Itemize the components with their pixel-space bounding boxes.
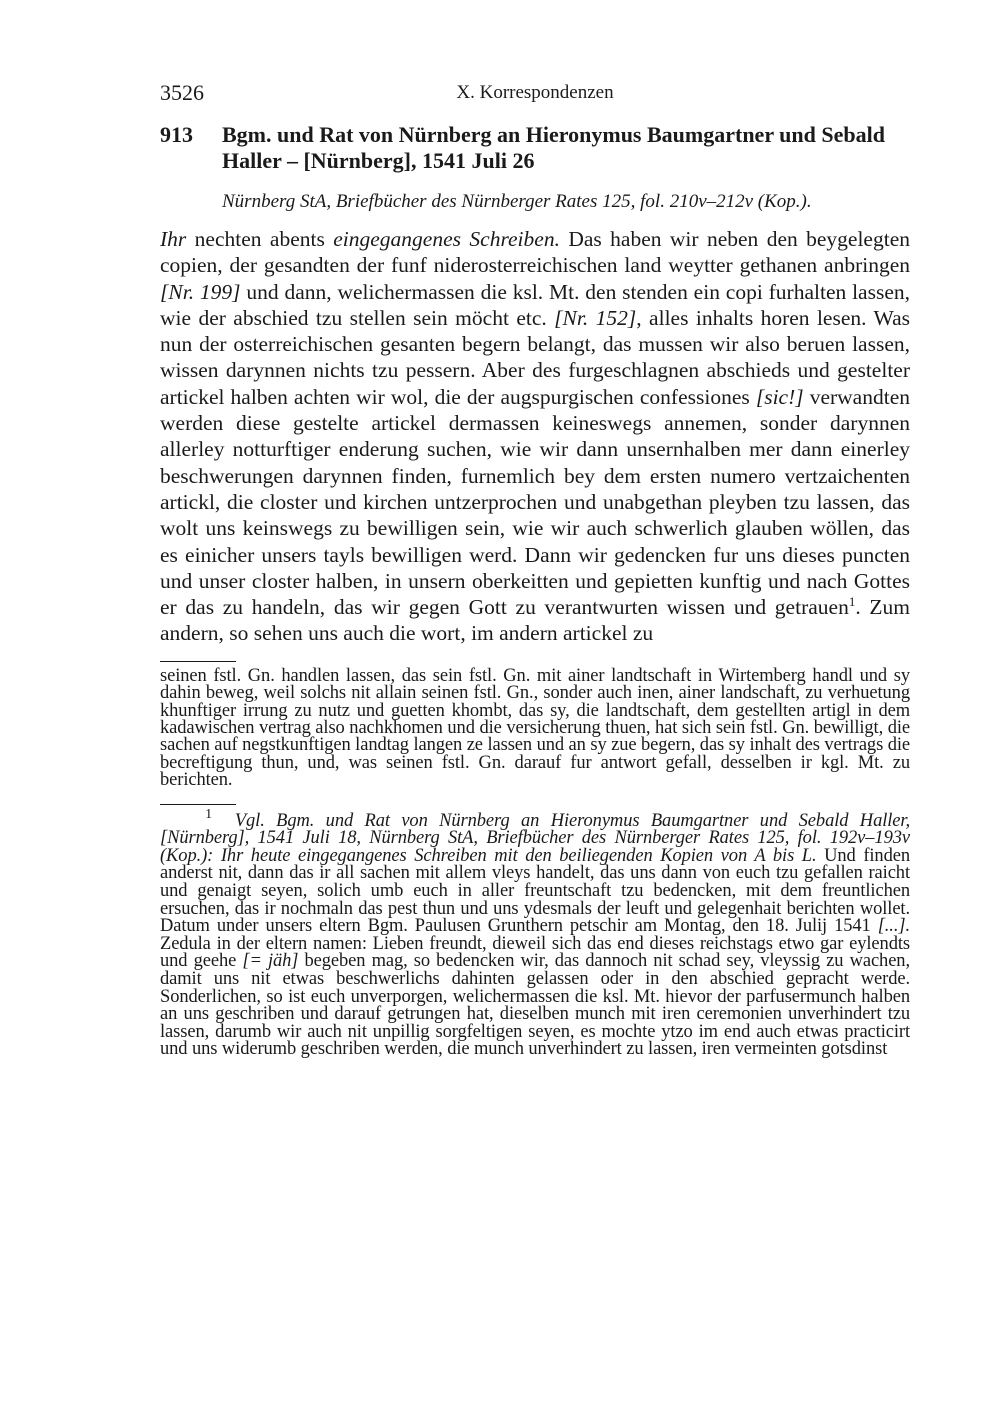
body-editorial-note: [sic!] xyxy=(755,384,804,409)
section-title: X. Korrespondenzen xyxy=(456,82,614,103)
body-text: und dann, welichermassen die ksl. Mt. den stenden ein copi furhalten lassen, wie der abschied tzu stellen sein möcht etc. xyxy=(160,279,910,330)
body-text: verwandten werden diese gestelte artickel dermassen keineswegs annemen, sonder darynnen allerley notturftiger enderung suchen, wie wir dann unsernhalben mer dann einerley beschwerungen darynnen finden, furnemlich bey dem ersten numero vertzaichenten artickl, die closter und kirchen untzerprochen und unabgethan pleyben tzu lassen, das wolt uns keinswegs zu bewilligen sein, wie wir auch schwerlich glauben wöllen, das es einicher unsers tayls bewilligen werd. Dann wir gedencken fur uns dieses puncten und unser closter halben, in unsern oberkeitten und gepietten kunftig und nach Gottes er das zu handeln, das wir gegen Gott zu verantwurten wissen und getrauen xyxy=(160,384,910,620)
continued-footnote: seinen fstl. Gn. handlen lassen, das sein fstl. Gn. mit ainer landtschaft in Wirtemberg handl und sy dahin beweg, weil solchs nit allain seinen fstl. Gn., sonder auch inen, ainer landschaft, zu verhuetung khunftiger irrung zu nutz und guetten khombt, das sy, die landtschaft, dem gestellten artigl in dem kadawischen vertrag also nachkhomen und die versicherung thuen, hat sich sein fstl. Gn. bewilligt, die sachen auf negstkunftigen landtag langen ze lassen und an sy zue begern, das sy inhalt des vertrags die becreftigung thun, und, was seinen fstl. Gn. darauf fur antwort gefall, desselben ir kgl. Mt. zu berichten. xyxy=(160,665,911,791)
footnote-marker[interactable]: 1 xyxy=(848,594,856,609)
footnote-italic: [= jäh] xyxy=(242,951,299,972)
footnote-italic: [...]. xyxy=(877,916,910,937)
document-title: Bgm. und Rat von Nürnberg an Hieronymus Baumgartner und Sebald Haller – [Nürnberg], 1541 Juli 26 xyxy=(222,122,885,173)
footnote-italic: Vgl. Bgm. und Rat von Nürnberg an Hieronymus Baumgartner und Sebald Haller, [Nürnberg], 1541 Juli 18, Nürnberg StA, Briefbücher des Nürnberger Rates 125, fol. 192v–193v (Kop.): Ihr heute eingegangenes Schreiben mit den beiliegenden Kopien von A bis L. xyxy=(160,810,910,866)
document-header xyxy=(160,122,910,174)
footnote-text: Und finden anderst nit, dann das ir all sachen mit allem vleys handelt, das uns dann von euch tzu gefallen raicht und genaigt seyen, solich umb euch in aller freuntschaft tzu bedencken, mit dem freuntlichen ersuchen, das ir nochmaln das pest thun und uns ydesmals der leuft und gelegenhait berichten wollet. Datum under unsers eltern Bgm. Paulusen Grunthern petschir am Montag, den 18. Julij 1541 xyxy=(160,845,910,937)
footnote-divider xyxy=(160,804,236,805)
body-text: . Zum andern, so sehen uns auch die wort, im andern artickel zu xyxy=(160,595,911,646)
page xyxy=(160,76,910,1059)
body-reference: [Nr. 152] xyxy=(554,305,637,330)
body-text: nechten abents xyxy=(186,227,334,251)
source-citation: Nürnberg StA, Briefbücher des Nürnberger Rates 125, fol. 210v–212v (Kop.). xyxy=(222,191,812,212)
body-italic: eingegangenes Schreiben. xyxy=(333,227,560,251)
running-head xyxy=(160,76,910,106)
body-text: Das haben wir neben den beygelegten copien, der gesandten der funf niderosterreichischen land weytter gethanen anbringen xyxy=(160,227,910,278)
body-reference: [Nr. 199] xyxy=(160,279,241,304)
footnote-1: 1 Vgl. Bgm. und Rat von Nürnberg an Hieronymus Baumgartner und Sebald Haller, [Nürnberg], 1541 Juli 18, Nürnberg StA, Briefbücher des Nürnberger Rates 125, fol. 192v–193v (Kop.): Ihr heute eingegangenes Schreiben mit den beiliegenden Kopien von A bis L. Und finden anderst nit, dann das ir all sachen mit allem vleys handelt, das uns dann von euch tzu gefallen raicht und genaigt seyen, solich umb euch in aller freuntschaft tzu bedencken, mit dem freuntlichen ersuchen, das ir nochmaln das pest thun und uns ydesmals der leuft und gelegenhait berichten wollet. Datum under unsers eltern Bgm. Paulusen Grunthern petschir am Montag, den 18. Julij 1541 [...]. Zedula in der eltern namen: Lieben freundt, dieweil sich das end dieses reichstags etwo gar eylendts und geehe [= jäh] begeben mag, so bedencken wir, das dannoch nit schad sey, vleyssig zu wachen, damit uns nit etwas beschwerlichs dahinten gelassen oder in den abschied gepracht werde. Sonderlichen, so ist euch unverporgen, welichermassen die ksl. Mt. hievor der parfusermunch halben an uns geschriben und darauf getrungen hat, dieselben munch mit iren ceremonien unverhindert tzu lassen, darumb wir auch nit unpillig sorgfeltigen seyen, es mochte ytzo im end auch etwas practicirt und uns widerumb geschriben werden, die munch unverhindert zu lassen, iren vermeinten gotsdinst xyxy=(160,807,910,1060)
letter-body xyxy=(160,226,910,647)
document-number: 913 xyxy=(160,122,193,147)
body-italic: Ihr xyxy=(160,227,187,251)
footnote-text: begeben mag, so bedencken wir, das dannoch nit schad sey, vleyssig zu wachen, damit uns nit etwas beschwerlichs dahinten gelassen oder in den abschied gepracht werde. Sonderlichen, so ist euch unverporgen, welichermassen die ksl. Mt. hievor der parfusermunch halben an uns geschriben und darauf getrungen hat, dieselben munch mit iren ceremonien unverhindert tzu lassen, darumb wir auch nit unpillig sorgfeltigen seyen, es mochte ytzo im end auch etwas practicirt und uns widerumb geschriben werden, die munch unverhindert zu lassen, iren vermeinten gotsdinst xyxy=(160,951,910,1060)
footnote-text: Zedula in der eltern namen: Lieben freundt, dieweil sich das end dieses reichstags etwo gar eylendts und geehe xyxy=(160,933,910,972)
page-number: 3526 xyxy=(160,80,204,105)
body-text: , alles inhalts horen lesen. Was nun der osterreichischen gesanten begern belangt, das mussen wir also beruen lassen, wissen darynnen nichts tzu pessern. Aber des furgeschlagnen abschieds und gestelter artickel halben achten wir wol, die der augspurgischen confessiones xyxy=(160,305,910,409)
footnote-divider xyxy=(160,661,236,662)
